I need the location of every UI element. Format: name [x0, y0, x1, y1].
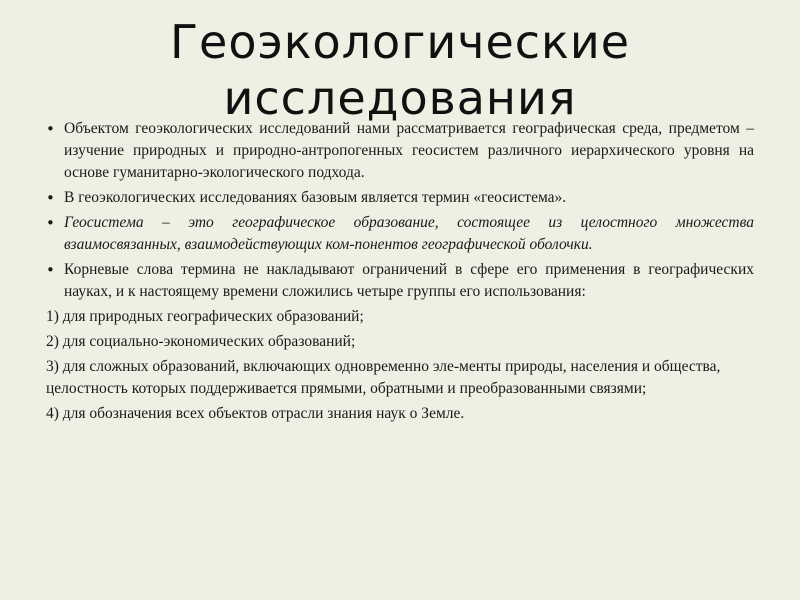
bullet-item	[46, 118, 754, 184]
numbered-item-2: 2) для социально-экономических образований;	[46, 333, 356, 350]
bullet-text: Корневые слова термина не накладывают ограничений в сфере его применения в географических науках, и к настоящему времени сложились четыре группы его использования:	[64, 261, 754, 300]
slide-title-line-1: Геоэкологические	[169, 15, 631, 69]
slide-title-line-2: исследования	[223, 71, 577, 125]
numbered-item-3: 3) для сложных образований, включающих одновременно эле-менты природы, населения и общества, целостность которых поддерживается прямыми, обратными и преобразованными связями;	[46, 358, 721, 397]
bullet-marker: •	[46, 261, 55, 279]
bullet-item	[46, 259, 754, 303]
slide-title	[0, 14, 800, 126]
bullet-text: В геоэкологических исследованиях базовым является термин «геосистема».	[64, 189, 567, 206]
bullet-text: Геосистема – это географическое образование, состоящее из целостного множества взаимосвязанных, взаимодействующих ком-понентов географической оболочки.	[64, 214, 754, 253]
bullet-marker: •	[46, 120, 55, 138]
bullet-item-definition	[46, 212, 754, 256]
numbered-item-1: 1) для природных географических образований;	[46, 308, 364, 325]
bullet-marker: •	[46, 214, 55, 232]
bullet-text: Объектом геоэкологических исследований нами рассматривается географическая среда, предметом – изучение природных и природно-антропогенных геосистем различного иерархического уровня на основе гуманитарно-экологического подхода.	[64, 120, 754, 181]
numbered-item-4: 4) для обозначения всех объектов отрасли знания наук о Земле.	[46, 405, 465, 422]
bullet-item	[46, 187, 754, 209]
slide-body	[46, 118, 754, 428]
bullet-marker: •	[46, 189, 55, 207]
